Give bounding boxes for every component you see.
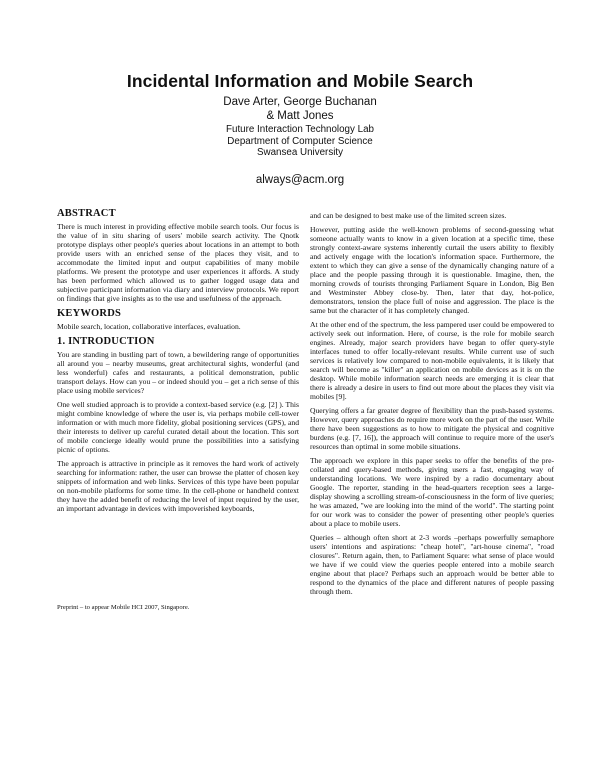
intro-paragraph-1: You are standing in bustling part of town, a bewildering range of opportunities all around you – nearby museums, great architectural sights, wonderful (and less wonderful) cafes and restaurants, a political demonstration, public transport delays. How can you – or indeed should you – get a rich sense of this place using mobile services? [57, 350, 299, 395]
intro-paragraph-2: One well studied approach is to provide a context-based service (e.g. [2] ). This might combine knowledge of where the user is, via perhaps mobile cell-tower information or with much more fidelity, global positioning services (GPS), and their interests to deliver up careful curated detail about the location. This sort of mobile concierge ideally would prune the possibilities into a satisfying picnic of options. [57, 400, 299, 454]
keywords-heading: KEYWORDS [57, 308, 122, 319]
authors-line-1: Dave Arter, George Buchanan [223, 96, 377, 108]
right-paragraph-3: At the other end of the spectrum, the less pampered user could be empowered to actively seek out information. Here, of course, is the role for mobile search engines. Already, major search providers have began to offer query-style interfaces tuned to offer locally-relevant results. While current use of such services is relatively low compared to non-mobile equivalents, it is likely that search will become as "killer" an application on mobile devices as it is on the desktop. While mobile information search needs are emerging it is clear that there is already a desire in users to find out more about the places they visit via mobiles [9]. [310, 320, 554, 401]
affiliation-line-3: Swansea University [256, 147, 344, 158]
affiliation-line-2: Department of Computer Science [227, 135, 373, 147]
abstract-text: There is much interest in providing effective mobile search tools. Our focus is the value of in situ sharing of users' mobile search activity. The Qnotk prototype displays other people's queries about locations in an attempt to both provide users with an enriched sense of the places they visit, and to accommodate the limited input and output capabilities of many mobile platforms. We present the prototype and user experiences it affords. A study has been performed which allowed us to gather logged usage data and subjective participant information via diary and interview protocols. We report on findings that give insights as to the use and usefulness of the approach. [57, 222, 299, 303]
authors-line-2: & Matt Jones [266, 110, 334, 122]
right-column [310, 211, 554, 601]
intro-paragraph-3: The approach is attractive in principle as it removes the hard work of actively searching for information: rather, the user can browse the platter of chosen key snippets of information and web links. Services of this type have been popular on non-mobile platforms for some time. In the cell-phone or handheld context they have the added benefit of reducing the level of input required by the user, an important advantage in devices with impoverished keyboards, [57, 459, 299, 513]
paper-header [0, 70, 600, 187]
abstract-heading: ABSTRACT [57, 208, 116, 219]
keywords-text: Mobile search, location, collaborative interfaces, evaluation. [57, 322, 241, 331]
paper-title: Incidental Information and Mobile Search [126, 71, 474, 91]
right-paragraph-4: Querying offers a far greater degree of flexibility than the push-based systems. However, query approaches do require more work on the part of the user. While there have been suggestions as to how to mitigate the physical and cognitive burdens (e.g. [7, 16]), the approach will continue to require more of the user's resources than optimal in some mobile situations. [310, 406, 554, 451]
right-paragraph-2: However, putting aside the well-known problems of second-guessing what someone actually wants to know in a given location at a specific time, these strongly context-aware systems inherently curtail the users ability to flexibly and actively engage with the location's information space. Furthermore, the extent to which they can give a sense of the dynamically changing nature of a place and the people passing through it is questionable. Imagine, then, the morning crowds of tourists thronging Parliament Square in London, Big Ben and Westminster Abbey close-by. Then, later that day, hot-police, demonstrators, tension the place full of noise and aggression. The place is the same but the character of it has completely changed. [310, 225, 554, 315]
right-paragraph-1: and can be designed to best make use of the limited screen sizes. [310, 211, 507, 220]
introduction-heading: 1. INTRODUCTION [57, 336, 155, 347]
preprint-footnote: Preprint – to appear Mobile HCI 2007, Singapore. [57, 604, 190, 611]
author-email: always@acm.org [255, 173, 345, 186]
right-paragraph-6: Queries – although often short at 2-3 words –perhaps powerfully semaphore users' intentions and aspirations: "cheap hotel", "art-house cinema", "road closures". Return again, then, to Parliament Square: what sense of place would we have if we could view the queries people entered into a mobile search engine about that place? Perhaps such an approach would be better able to respond to the dynamics of the place and different natures of people passing through them. [310, 533, 554, 596]
right-paragraph-5: The approach we explore in this paper seeks to offer the benefits of the pre-collated and query-based methods, giving users a fast, engaging way of understanding locations. We were inspired by a radio documentary about Google. The reporter, standing in the head-quarters reception sees a large-display showing a scrolling stream-of-consciousness in the form of live queries; he was amazed, "we are looking into the mind of the world". The starting point for our work was to consider the power of presenting other people's queries about a place to mobile users. [310, 456, 554, 528]
affiliation-line-1: Future Interaction Technology Lab [226, 124, 374, 135]
left-column [57, 208, 299, 518]
